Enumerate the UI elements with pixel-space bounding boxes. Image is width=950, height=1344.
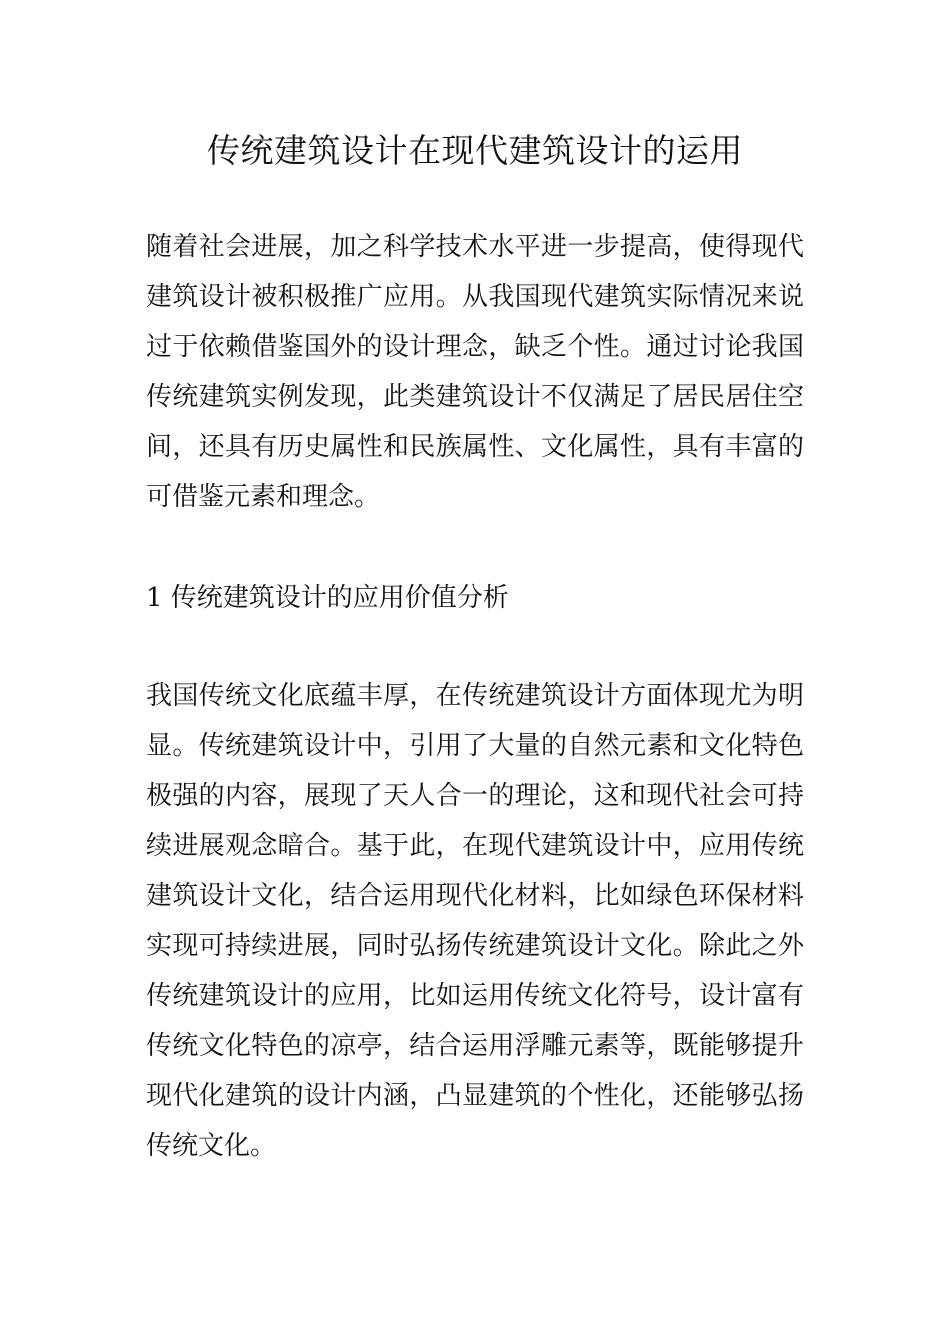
intro-paragraph: 随着社会进展，加之科学技术水平进一步提高，使得现代建筑设计被积极推广应用。从我国现代建筑实际情况来说过于依赖借鉴国外的设计理念，缺乏个性。通过讨论我国传统建筑实例发现，此类建筑设计不仅满足了居民居住空间，还具有历史属性和民族属性、文化属性，具有丰富的可借鉴元素和理念。	[146, 232, 804, 512]
section-heading: 1 传统建筑设计的应用价值分析	[146, 583, 509, 613]
body-paragraph: 我国传统文化底蕴丰厚，在传统建筑设计方面体现尤为明显。传统建筑设计中，引用了大量的自然元素和文化特色极强的内容，展现了天人合一的理论，这和现代社会可持续进展观念暗合。基于此，在现代建筑设计中，应用传统建筑设计文化，结合运用现代化材料，比如绿色环保材料实现可持续进展，同时弘扬传统建筑设计文化。除此之外传统建筑设计的应用，比如运用传统文化符号，设计富有传统文化特色的凉亭，结合运用浮雕元素等，既能够提升现代化建筑的设计内涵，凸显建筑的个性化，还能够弘扬传统文化。	[146, 681, 804, 1161]
document-title: 传统建筑设计在现代建筑设计的运用	[207, 131, 743, 170]
